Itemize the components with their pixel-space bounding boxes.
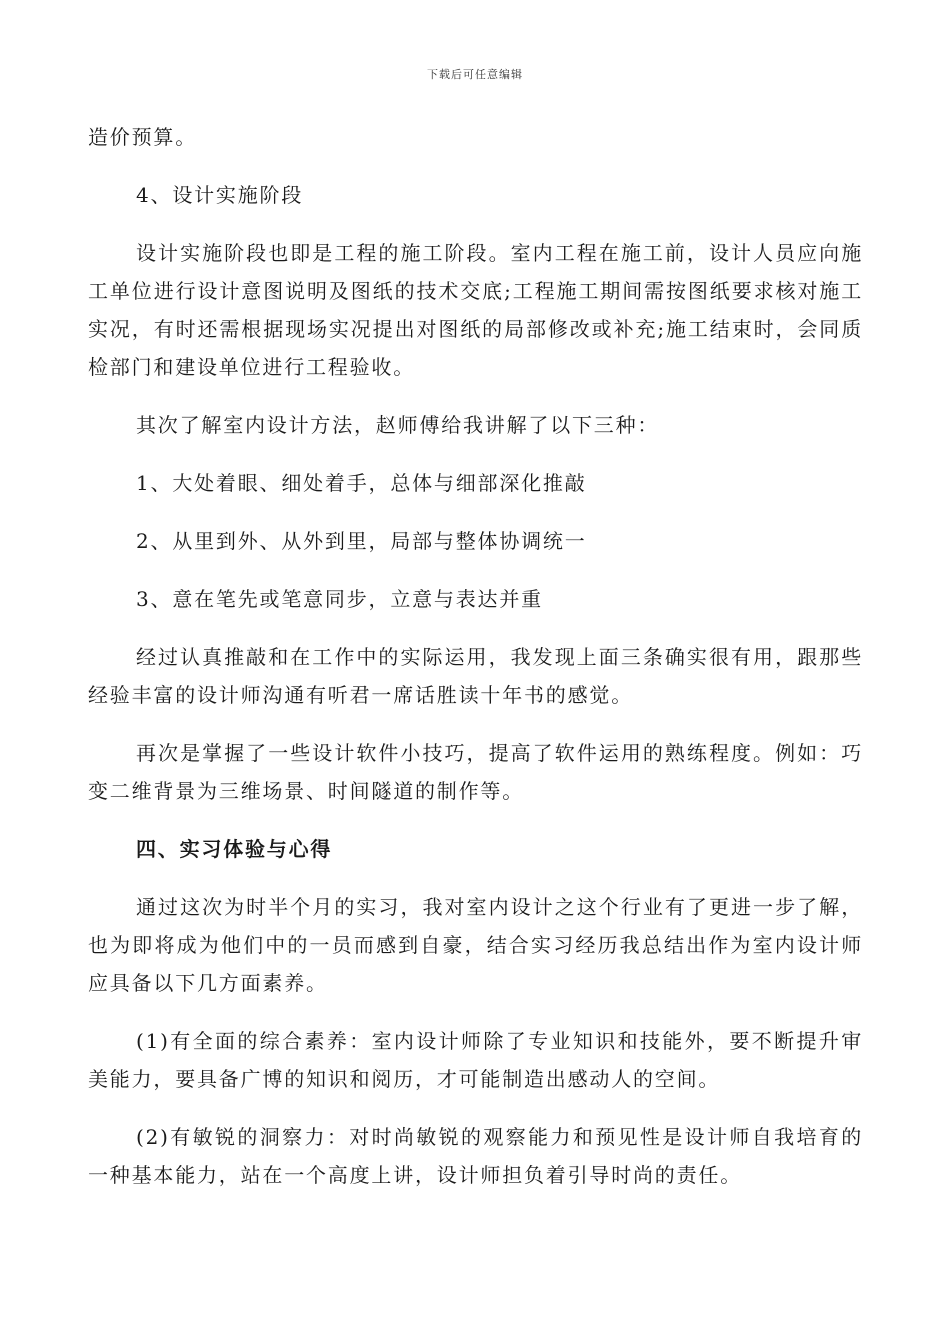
paragraph-quality-1: (1)有全面的综合素养：室内设计师除了专业知识和技能外，要不断提升审美能力，要具备广博的知识和阅历，才可能制造出感动人的空间。 (88, 1029, 863, 1091)
paragraph-design-methods-intro: 其次了解室内设计方法，赵师傅给我讲解了以下三种： (136, 413, 660, 437)
list-item-method-2: 2、从里到外、从外到里，局部与整体协调统一 (136, 529, 587, 553)
paragraph-continuation: 造价预算。 (88, 125, 197, 149)
list-item-method-1: 1、大处着眼、细处着手，总体与细部深化推敲 (136, 471, 587, 495)
document-body (88, 118, 863, 1214)
paragraph-experience-summary: 通过这次为时半个月的实习，我对室内设计之这个行业有了更进一步了解，也为即将成为他们中的一员而感到自豪，结合实习经历我总结出作为室内设计师应具备以下几方面素养。 (88, 895, 863, 995)
list-item-method-3: 3、意在笔先或笔意同步，立意与表达并重 (136, 587, 543, 611)
page-header: 下载后可任意编辑 (427, 68, 523, 81)
paragraph-quality-2: (2)有敏锐的洞察力：对时尚敏锐的观察能力和预见性是设计师自我培育的一种基本能力，站在一个高度上讲，设计师担负着引导时尚的责任。 (88, 1125, 863, 1187)
paragraph-implementation-stage: 设计实施阶段也即是工程的施工阶段。室内工程在施工前，设计人员应向施工单位进行设计意图说明及图纸的技术交底;工程施工期间需按图纸要求核对施工实况，有时还需根据现场实况提出对图纸的局部修改或补充;施工结束时，会同质检部门和建设单位进行工程验收。 (88, 241, 863, 379)
paragraph-methods-usefulness: 经过认真推敲和在工作中的实际运用，我发现上面三条确实很有用，跟那些经验丰富的设计师沟通有听君一席话胜读十年书的感觉。 (88, 645, 863, 707)
paragraph-software-skills: 再次是掌握了一些设计软件小技巧，提高了软件运用的熟练程度。例如：巧变二维背景为三维场景、时间隧道的制作等。 (88, 741, 863, 803)
section-heading-experience: 四、实习体验与心得 (136, 837, 333, 861)
section-heading-design-implementation: 4、设计实施阶段 (136, 183, 304, 207)
